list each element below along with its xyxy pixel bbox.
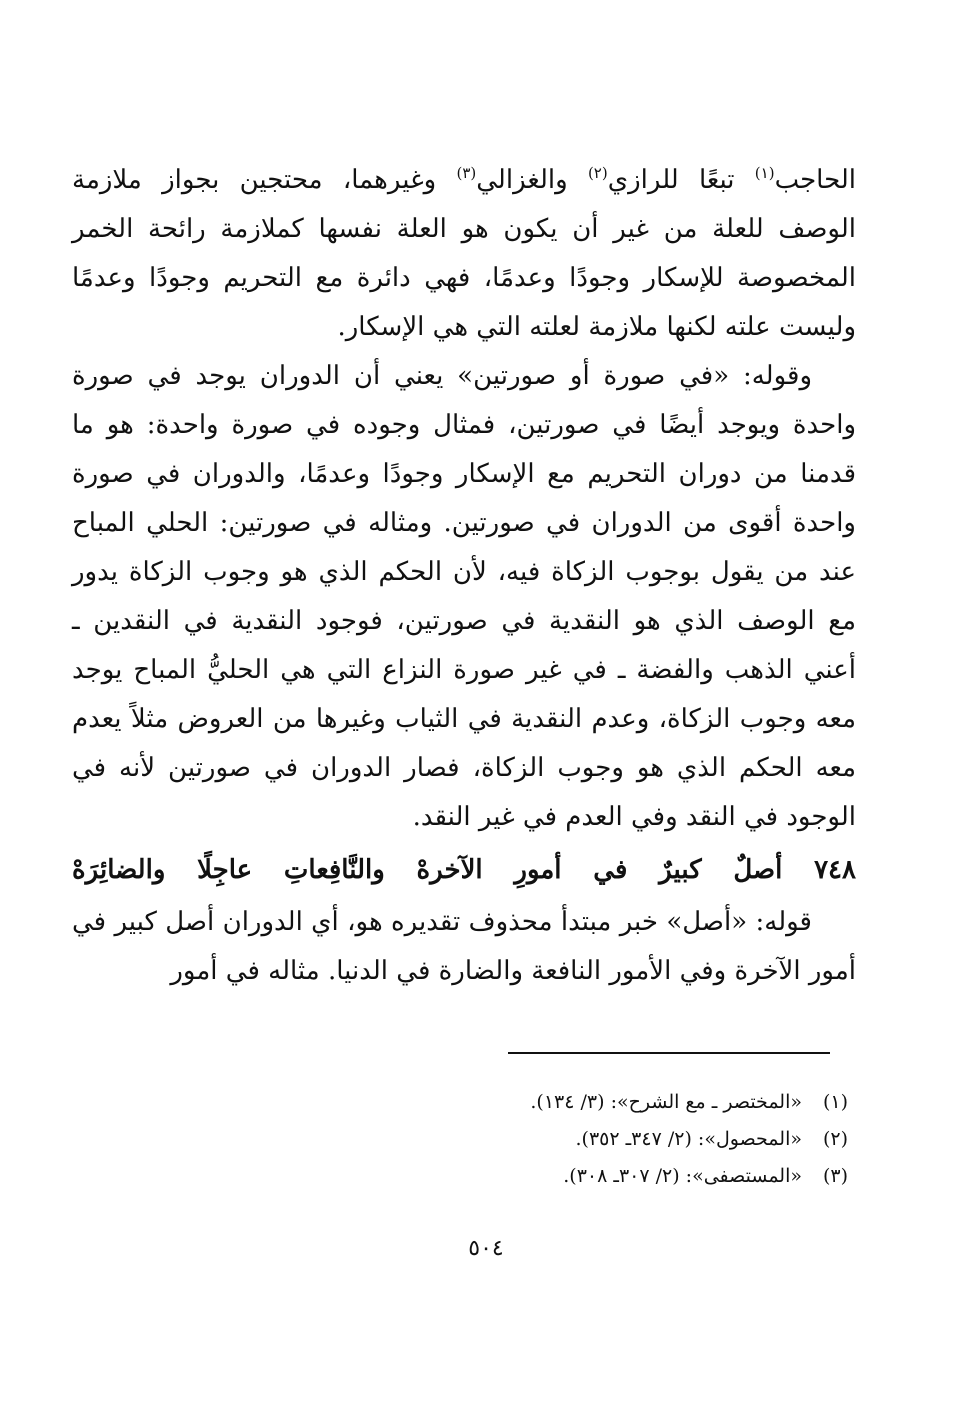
footnote-divider xyxy=(508,1052,830,1054)
footnote-text: «المختصر ـ مع الشرح»: (٣/ ١٣٤). xyxy=(530,1091,802,1113)
footnote-item xyxy=(72,1121,848,1158)
footnote-item xyxy=(72,1158,848,1195)
text-segment: تبعًا للرازي xyxy=(607,165,755,195)
footnote-ref-1: (١) xyxy=(754,164,775,182)
page-number: ٥٠٤ xyxy=(468,1236,504,1261)
text-segment: والغزالي xyxy=(476,165,588,195)
footnote-text: «المستصفى»: (٢/ ٣٠٧ـ ٣٠٨). xyxy=(563,1165,802,1187)
footnotes xyxy=(72,1084,848,1195)
footnote-ref-3: (٣) xyxy=(456,164,477,182)
verse-heading: ٧٤٨ أصلٌ كبيرٌ في أمورِ الآخرهْ والنَّافِعاتِ عاجِلًا والضائِرَهْ xyxy=(72,855,856,885)
text-segment: الحاجب xyxy=(774,165,857,195)
paragraph-2: وقوله: «في صورة أو صورتين» يعني أن الدوران يوجد في صورة واحدة ويوجد أيضًا في صورتين، فمثال وجوده في صورة واحدة: هو ما قدمنا من دوران التحريم مع الإسكار وجودًا وعدمًا، والدوران في صورة واحدة أقوى من الدوران في صورتين. ومثاله في صورتين: الحلي المباح عند من يقول بوجوب الزكاة فيه، لأن الحكم الذي هو وجوب الزكاة يدور مع الوصف الذي هو النقدية في صورتين، فوجود النقدية في النقدين ـ أعني الذهب والفضة ـ في غير صورة النزاع التي هي الحليُّ المباح يوجد معه وجوب الزكاة، وعدم النقدية في الثياب وغيرها من العروض مثلاً يعدم معه الحكم الذي هو وجوب الزكاة، فصار الدوران في صورتين لأنه في الوجود في النقد وفي العدم في غير النقد. xyxy=(72,361,856,832)
footnote-number: (٣) xyxy=(822,1165,848,1187)
footnote-text: «المحصول»: (٢/ ٣٤٧ـ ٣٥٢). xyxy=(575,1128,802,1150)
footnote-ref-2: (٢) xyxy=(587,164,608,182)
text-segment: وغيرهما، محتجين بجواز ملازمة الوصف للعلة من غير أن يكون هو العلة نفسها كملازمة رائحة الخمر المخصوصة للإسكار وجودًا وعدمًا، فهي دائرة مع التحريم وجودًا وعدمًا وليست علته لكنها ملازمة لعلته التي هي الإسكار. xyxy=(72,165,856,342)
paragraph-1 xyxy=(72,156,856,352)
paragraph-3: قوله: «أصل» خبر مبتدأ محذوف تقديره هو، أي الدوران أصل كبير في أمور الآخرة وفي الأمور النافعة والضارة في الدنيا. مثاله في أمور xyxy=(72,907,856,986)
footnote-number: (٢) xyxy=(822,1128,848,1150)
main-text xyxy=(72,156,856,996)
footnote-number: (١) xyxy=(822,1091,848,1113)
footnote-item xyxy=(72,1084,848,1121)
